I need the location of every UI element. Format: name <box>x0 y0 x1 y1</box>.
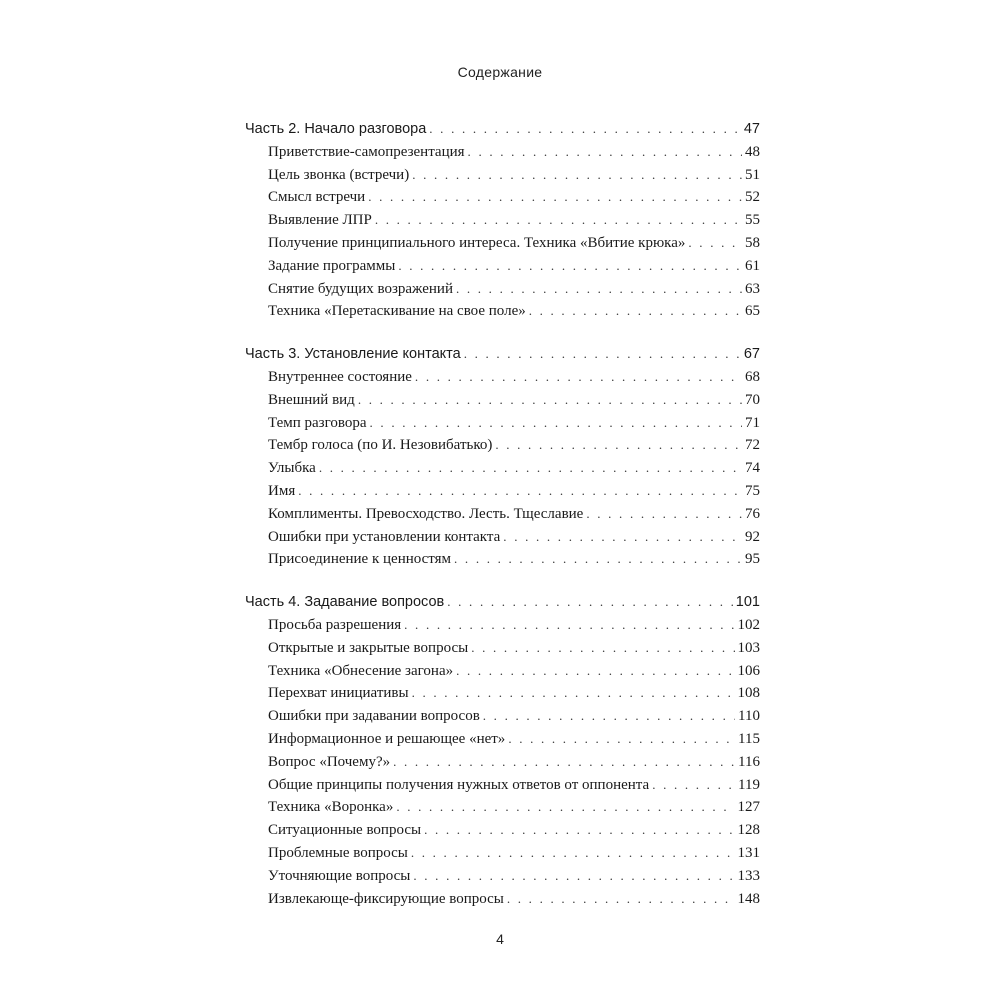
toc-page-number: 103 <box>737 639 760 656</box>
toc-page-number: 71 <box>745 414 760 431</box>
dot-leader <box>495 437 742 453</box>
toc-entry-title: Техника «Перетаскивание на свое поле» <box>268 303 526 320</box>
toc-entry <box>245 303 760 326</box>
toc-entry-title: Темп разговора <box>268 414 367 431</box>
dot-leader <box>375 212 742 228</box>
dot-leader <box>468 144 742 160</box>
toc-entry-title: Ситуационные вопросы <box>268 822 422 839</box>
toc-page-number: 108 <box>737 685 760 702</box>
toc-entry <box>245 617 760 640</box>
dot-leader <box>398 258 742 274</box>
toc-entry-title: Приветствие-самопрезентация <box>268 143 465 160</box>
toc-entry-title: Присоединение к ценностям <box>268 551 452 568</box>
toc-entry <box>245 235 760 258</box>
dot-leader <box>393 754 735 770</box>
toc-page-number: 128 <box>737 822 760 839</box>
dot-leader <box>456 281 742 297</box>
toc-section-part-3 <box>245 346 760 574</box>
toc-entry <box>245 822 760 845</box>
toc-page-number: 61 <box>745 257 760 274</box>
toc-entry <box>245 845 760 868</box>
toc-entry <box>245 663 760 686</box>
dot-leader <box>429 121 741 137</box>
toc-part-heading <box>245 594 760 617</box>
toc-entry <box>245 258 760 281</box>
toc-entry <box>245 144 760 167</box>
toc-entry <box>245 685 760 708</box>
toc-page-number: 65 <box>745 303 760 320</box>
toc-page-number: 52 <box>745 189 760 206</box>
dot-leader <box>404 617 734 633</box>
toc-page-number: 74 <box>745 460 760 477</box>
dot-leader <box>412 685 735 701</box>
toc-entry-title: Открытые и закрытые вопросы <box>268 639 469 656</box>
toc-page-number: 51 <box>745 166 760 183</box>
toc-entry-title: Проблемные вопросы <box>268 844 408 861</box>
toc-entry-title: Ошибки при установлении контакта <box>268 528 501 545</box>
toc-page-number: 72 <box>745 437 760 454</box>
dot-leader <box>412 167 742 183</box>
dot-leader <box>413 868 734 884</box>
toc-page-number: 95 <box>745 551 760 568</box>
dot-leader <box>415 369 742 385</box>
dot-leader <box>411 845 735 861</box>
dot-leader <box>688 235 742 251</box>
toc-part-title: Часть 2. Начало разговора <box>245 121 427 137</box>
dot-leader <box>503 529 742 545</box>
toc-entry <box>245 731 760 754</box>
toc-section-part-2 <box>245 121 760 326</box>
toc-part-title: Часть 3. Установление контакта <box>245 346 461 363</box>
dot-leader <box>508 731 735 747</box>
toc-part-title: Часть 4. Задавание вопросов <box>245 594 445 611</box>
dot-leader <box>358 392 742 408</box>
dot-leader <box>424 822 734 838</box>
toc-page-number: 92 <box>745 528 760 545</box>
toc-entry <box>245 799 760 822</box>
toc-entry-title: Улыбка <box>268 460 316 477</box>
toc-page-number: 148 <box>737 890 760 907</box>
toc-entry-title: Общие принципы получения нужных ответов от оппонента <box>268 776 650 793</box>
toc-entry <box>245 437 760 460</box>
toc-entry <box>245 891 760 914</box>
toc-entry-title: Задание программы <box>268 257 396 274</box>
toc-page-number: 58 <box>745 234 760 251</box>
dot-leader <box>298 483 742 499</box>
toc-entry <box>245 529 760 552</box>
toc-page-number: 70 <box>745 391 760 408</box>
toc-page-number: 76 <box>745 505 760 522</box>
dot-leader <box>586 506 742 522</box>
dot-leader <box>447 594 733 610</box>
toc-page-number: 67 <box>743 346 760 363</box>
toc-page-number: 133 <box>737 867 760 884</box>
toc-page-number: 48 <box>745 143 760 160</box>
toc-entry-title: Смысл встречи <box>268 189 366 206</box>
dot-leader <box>396 799 734 815</box>
toc-entry-title: Получение принципиального интереса. Техника «Вбитие крюка» <box>268 234 686 251</box>
table-of-contents <box>245 121 760 913</box>
toc-page-number: 110 <box>738 708 760 725</box>
dot-leader <box>456 663 734 679</box>
dot-leader <box>483 708 735 724</box>
dot-leader <box>652 777 735 793</box>
toc-entry <box>245 754 760 777</box>
toc-entry <box>245 189 760 212</box>
toc-part-heading <box>245 346 760 369</box>
toc-page-number: 116 <box>738 753 760 770</box>
toc-entry-title: Информационное и решающее «нет» <box>268 730 506 747</box>
toc-entry-title: Техника «Обнесение загона» <box>268 662 454 679</box>
toc-entry <box>245 868 760 891</box>
toc-entry-title: Имя <box>268 482 296 499</box>
toc-entry-title: Снятие будущих возражений <box>268 280 453 297</box>
toc-entry-title: Внутреннее состояние <box>268 368 412 385</box>
toc-entry <box>245 392 760 415</box>
dot-leader <box>368 189 742 205</box>
dot-leader <box>507 891 735 907</box>
toc-entry-title: Просьба разрешения <box>268 616 402 633</box>
dot-leader <box>454 551 742 567</box>
dot-leader <box>464 346 741 362</box>
toc-entry <box>245 281 760 304</box>
toc-page-number: 115 <box>738 730 760 747</box>
toc-page-number: 131 <box>737 844 760 861</box>
toc-entry-title: Вопрос «Почему?» <box>268 753 391 770</box>
toc-entry <box>245 212 760 235</box>
toc-entry <box>245 708 760 731</box>
page-header: Содержание <box>457 64 543 80</box>
toc-entry <box>245 460 760 483</box>
toc-entry-title: Перехват инициативы <box>268 685 409 702</box>
toc-entry-title: Внешний вид <box>268 391 355 408</box>
toc-entry <box>245 551 760 574</box>
toc-entry-title: Уточняющие вопросы <box>268 867 411 884</box>
toc-section-part-4 <box>245 594 760 913</box>
toc-entry-title: Извлекающе-фиксирующие вопросы <box>268 890 504 907</box>
toc-page-number: 119 <box>738 776 760 793</box>
page-number: 4 <box>496 931 504 947</box>
toc-page-number: 55 <box>745 212 760 229</box>
toc-entry <box>245 167 760 190</box>
toc-page-number: 68 <box>745 368 760 385</box>
toc-entry <box>245 506 760 529</box>
toc-entry-title: Выявление ЛПР <box>268 212 372 229</box>
toc-page-number: 63 <box>745 280 760 297</box>
toc-entry <box>245 415 760 438</box>
dot-leader <box>319 460 742 476</box>
toc-entry-title: Ошибки при задавании вопросов <box>268 708 480 725</box>
toc-entry <box>245 369 760 392</box>
dot-leader <box>370 415 742 431</box>
toc-page-number: 75 <box>745 482 760 499</box>
toc-part-heading <box>245 121 760 144</box>
toc-entry-title: Техника «Воронка» <box>268 799 394 816</box>
dot-leader <box>471 640 734 656</box>
toc-entry <box>245 640 760 663</box>
toc-entry-title: Цель звонка (встречи) <box>268 166 410 183</box>
toc-entry-title: Тембр голоса (по И. Незовибатько) <box>268 437 493 454</box>
toc-entry-title: Комплименты. Превосходство. Лесть. Тщеславие <box>268 505 584 522</box>
toc-entry <box>245 483 760 506</box>
toc-page-number: 47 <box>743 121 760 137</box>
toc-page-number: 106 <box>737 662 760 679</box>
toc-page-number: 101 <box>735 594 760 611</box>
dot-leader <box>529 303 742 319</box>
toc-page-number: 127 <box>737 799 760 816</box>
toc-page-number: 102 <box>737 616 760 633</box>
toc-entry <box>245 777 760 800</box>
